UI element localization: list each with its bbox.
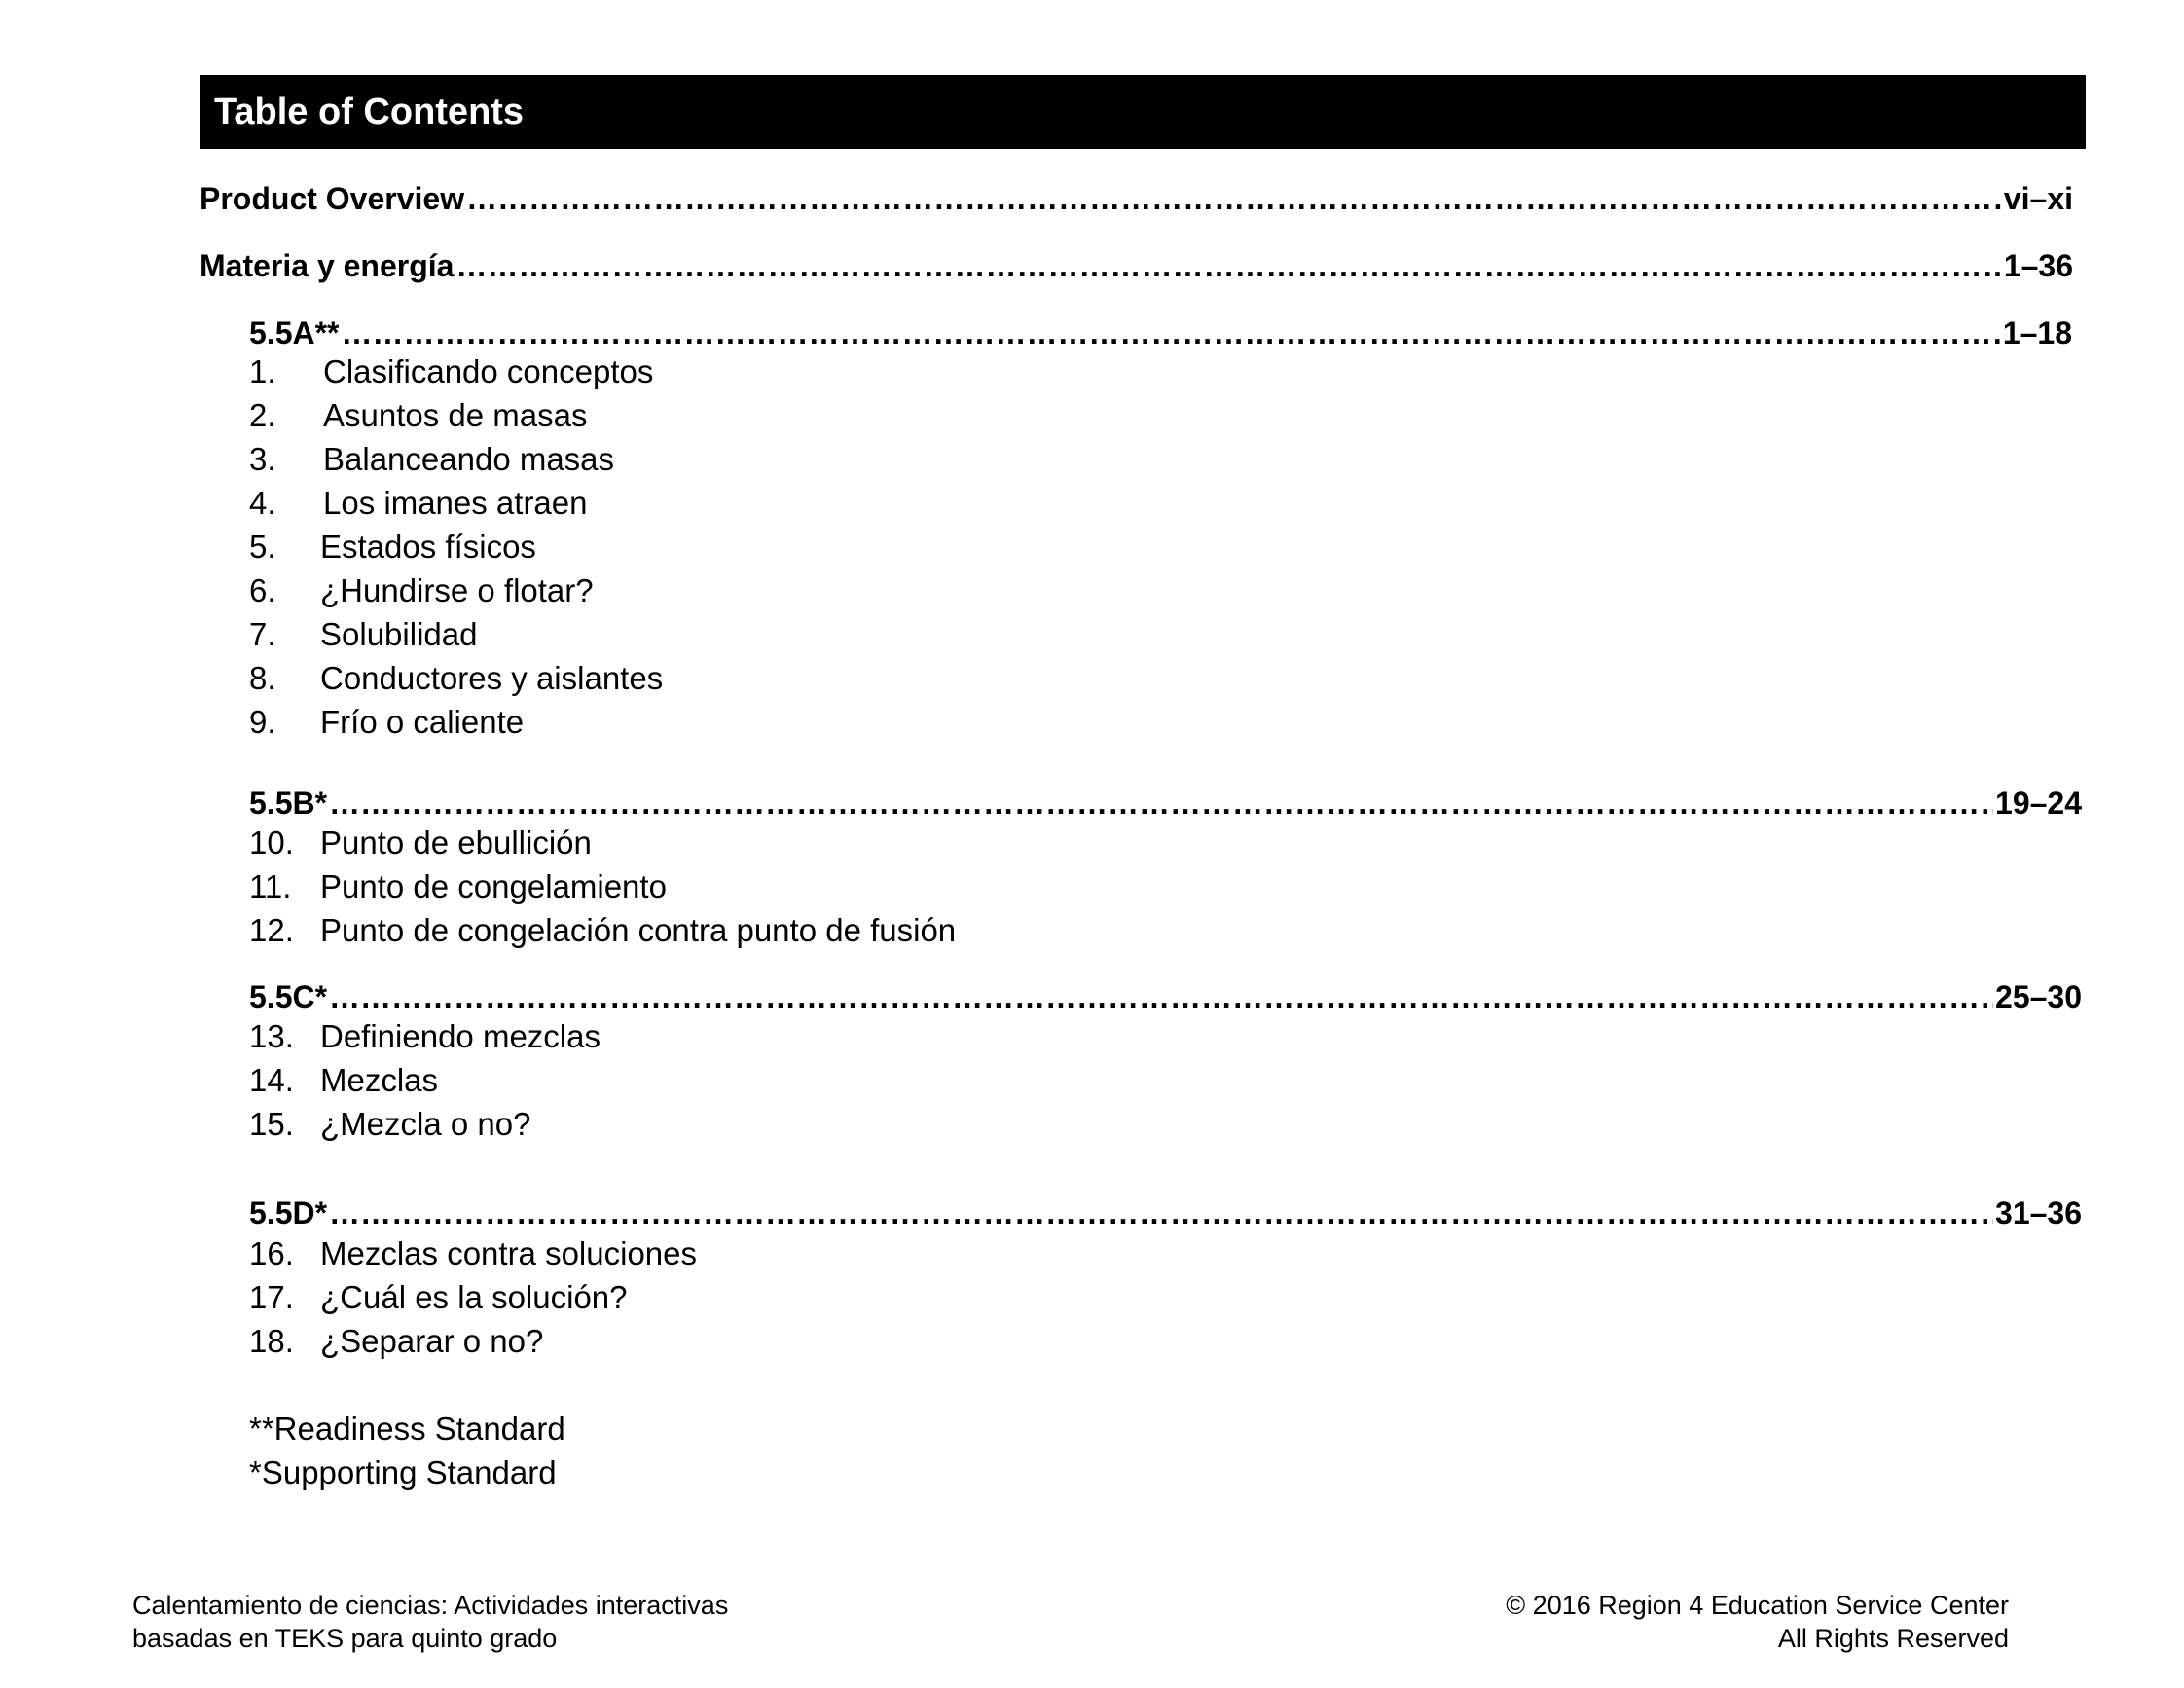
section-label: 5.5D* xyxy=(249,1195,328,1230)
dot-leader xyxy=(466,179,2002,218)
item-number: 13. xyxy=(249,1018,294,1054)
list-item xyxy=(249,659,663,698)
list-item xyxy=(249,484,588,523)
page-title: Table of Contents xyxy=(214,92,525,132)
item-title: Punto de ebullición xyxy=(320,825,592,861)
item-number: 16. xyxy=(249,1235,294,1271)
section-heading-5-5d xyxy=(249,1193,2082,1232)
item-title: Mezclas contra soluciones xyxy=(320,1235,698,1271)
dot-leader xyxy=(455,246,2001,285)
item-title: Mezclas xyxy=(320,1062,439,1098)
item-number: 7. xyxy=(249,616,276,652)
item-number: 1. xyxy=(249,353,276,389)
toc-entry-materia xyxy=(200,246,2073,285)
item-title: Estados físicos xyxy=(320,529,536,565)
list-item xyxy=(249,1322,543,1361)
item-number: 3. xyxy=(249,441,276,477)
item-title: ¿Hundirse o flotar? xyxy=(320,572,594,608)
item-number: 11. xyxy=(249,868,292,904)
list-item xyxy=(249,352,653,391)
section-pages: 31–36 xyxy=(1995,1195,2082,1230)
item-number: 6. xyxy=(249,572,276,608)
supporting-note: *Supporting Standard xyxy=(249,1454,557,1490)
footer-book-subtitle: basadas en TEKS para quinto grado xyxy=(132,1624,558,1653)
item-number: 2. xyxy=(249,397,276,433)
item-title: Conductores y aislantes xyxy=(320,660,664,696)
toc-entry-product-overview xyxy=(200,179,2073,218)
item-number: 10. xyxy=(249,825,294,861)
section-label: 5.5A** xyxy=(249,315,340,350)
list-item xyxy=(249,615,477,654)
list-item xyxy=(249,1017,601,1056)
toc-header xyxy=(200,75,2086,149)
section-pages: 25–30 xyxy=(1995,979,2082,1014)
item-number: 18. xyxy=(249,1323,294,1359)
list-item xyxy=(249,1105,530,1144)
item-title: Clasificando conceptos xyxy=(323,353,654,389)
item-title: Los imanes atraen xyxy=(323,485,588,521)
list-item xyxy=(249,911,956,950)
list-item xyxy=(249,440,614,479)
section-heading-5-5b xyxy=(249,784,2082,823)
item-number: 5. xyxy=(249,529,276,565)
section-heading-5-5c xyxy=(249,977,2082,1016)
footer-right xyxy=(1506,1589,2009,1655)
dot-leader xyxy=(342,313,2001,352)
rights-text: All Rights Reserved xyxy=(1777,1624,2009,1653)
list-item xyxy=(249,396,587,435)
item-number: 14. xyxy=(249,1062,294,1098)
item-title: Definiendo mezclas xyxy=(320,1018,601,1054)
dot-leader xyxy=(329,1193,1993,1232)
toc-entry-pages: 1–36 xyxy=(2003,248,2073,283)
readiness-note: **Readiness Standard xyxy=(249,1411,565,1447)
item-number: 15. xyxy=(249,1106,294,1142)
list-item xyxy=(249,824,592,862)
item-title: Asuntos de masas xyxy=(323,397,588,433)
section-pages: 19–24 xyxy=(1995,786,2082,821)
section-heading-5-5a xyxy=(249,313,2072,352)
item-title: ¿Separar o no? xyxy=(320,1323,544,1359)
dot-leader xyxy=(329,977,1993,1016)
list-item xyxy=(249,703,524,742)
footer-left xyxy=(132,1589,728,1655)
item-number: 8. xyxy=(249,660,276,696)
toc-entry-pages: vi–xi xyxy=(2003,181,2073,216)
list-item xyxy=(249,528,536,567)
list-item xyxy=(249,1234,697,1273)
list-item xyxy=(249,571,594,610)
section-label: 5.5C* xyxy=(249,979,328,1014)
toc-entry-label: Product Overview xyxy=(200,181,465,216)
item-title: Frío o caliente xyxy=(320,704,525,740)
list-item xyxy=(249,1061,438,1100)
dot-leader xyxy=(329,784,1993,823)
item-title: ¿Mezcla o no? xyxy=(320,1106,531,1142)
item-title: ¿Cuál es la solución? xyxy=(320,1279,628,1315)
section-label: 5.5B* xyxy=(249,786,328,821)
item-number: 12. xyxy=(249,912,294,948)
item-number: 17. xyxy=(249,1279,294,1315)
item-title: Balanceando masas xyxy=(323,441,615,477)
item-number: 4. xyxy=(249,485,276,521)
toc-entry-label: Materia y energía xyxy=(200,248,455,283)
footer-book-title: Calentamiento de ciencias: Actividades interactivas xyxy=(132,1591,729,1620)
item-title: Solubilidad xyxy=(320,616,478,652)
item-number: 9. xyxy=(249,704,276,740)
item-title: Punto de congelación contra punto de fusión xyxy=(320,912,957,948)
list-item xyxy=(249,867,667,906)
copyright-text: © 2016 Region 4 Education Service Center xyxy=(1506,1591,2009,1620)
list-item xyxy=(249,1278,628,1317)
item-title: Punto de congelamiento xyxy=(320,868,667,904)
section-pages: 1–18 xyxy=(2002,315,2072,350)
